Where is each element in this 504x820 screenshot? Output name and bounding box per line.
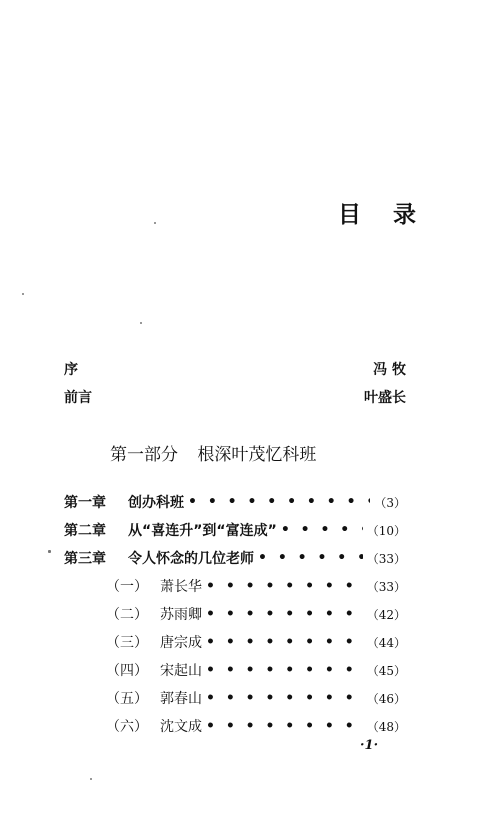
scan-speck	[48, 550, 51, 553]
toc-section-4[interactable]	[64, 656, 406, 684]
front-matter-foreword[interactable]	[64, 387, 406, 407]
chapter-page: （33）	[366, 551, 406, 566]
section-title: 沈文成	[160, 719, 202, 735]
chapter-number: 第三章	[64, 551, 106, 567]
section-page: （45）	[366, 663, 406, 678]
toc-section-2[interactable]	[64, 600, 406, 628]
section-number: （三）	[106, 635, 148, 651]
dot-leader	[206, 606, 363, 622]
toc-chapter-2[interactable]	[64, 516, 406, 544]
scan-speck	[90, 778, 92, 780]
dot-leader	[281, 522, 363, 538]
part-number: 第一部分	[110, 445, 178, 465]
chapter-page: （10）	[366, 523, 406, 538]
section-number: （一）	[106, 579, 148, 595]
toc-section-5[interactable]	[64, 684, 406, 712]
page-title: 目 录	[338, 202, 429, 228]
section-number: （六）	[106, 719, 148, 735]
section-page: （46）	[366, 691, 406, 706]
section-page: （48）	[366, 719, 406, 734]
section-number: （四）	[106, 663, 148, 679]
section-title: 唐宗成	[160, 635, 202, 651]
section-page: （44）	[366, 635, 406, 650]
section-title: 苏雨卿	[160, 607, 202, 623]
scan-speck	[154, 222, 156, 224]
chapter-page: （3）	[374, 495, 406, 510]
dot-leader	[206, 662, 363, 678]
foreword-label: 前言	[64, 390, 92, 406]
toc-section-6[interactable]	[64, 712, 406, 740]
scan-speck	[140, 322, 142, 324]
section-number: （二）	[106, 607, 148, 623]
section-title: 萧长华	[160, 579, 202, 595]
preface-label: 序	[64, 362, 78, 378]
scan-speck	[22, 293, 24, 295]
dot-leader	[206, 690, 363, 706]
chapter-title: 从“喜连升”到“富连成”	[128, 523, 277, 539]
toc-section-1[interactable]	[64, 572, 406, 600]
chapter-title: 创办科班	[128, 495, 184, 511]
toc-section-3[interactable]	[64, 628, 406, 656]
section-page: （42）	[366, 607, 406, 622]
dot-leader	[206, 634, 363, 650]
part-heading	[110, 440, 316, 465]
dot-leader	[206, 578, 363, 594]
section-title: 郭春山	[160, 691, 202, 707]
page-number: ·1·	[360, 738, 379, 753]
chapter-number: 第二章	[64, 523, 106, 539]
section-title: 宋起山	[160, 663, 202, 679]
dot-leader	[206, 718, 363, 734]
chapter-number: 第一章	[64, 495, 106, 511]
toc-chapter-3[interactable]	[64, 544, 406, 572]
front-matter-preface[interactable]	[64, 359, 406, 379]
dot-leader	[258, 550, 363, 566]
toc-chapter-1[interactable]	[64, 488, 406, 516]
dot-leader	[188, 494, 370, 510]
chapter-title: 令人怀念的几位老师	[128, 551, 254, 567]
table-of-contents	[64, 488, 406, 740]
section-number: （五）	[106, 691, 148, 707]
preface-author: 冯 牧	[373, 362, 406, 378]
section-page: （33）	[366, 579, 406, 594]
part-title: 根深叶茂忆科班	[197, 445, 317, 465]
foreword-author: 叶盛长	[364, 390, 406, 406]
